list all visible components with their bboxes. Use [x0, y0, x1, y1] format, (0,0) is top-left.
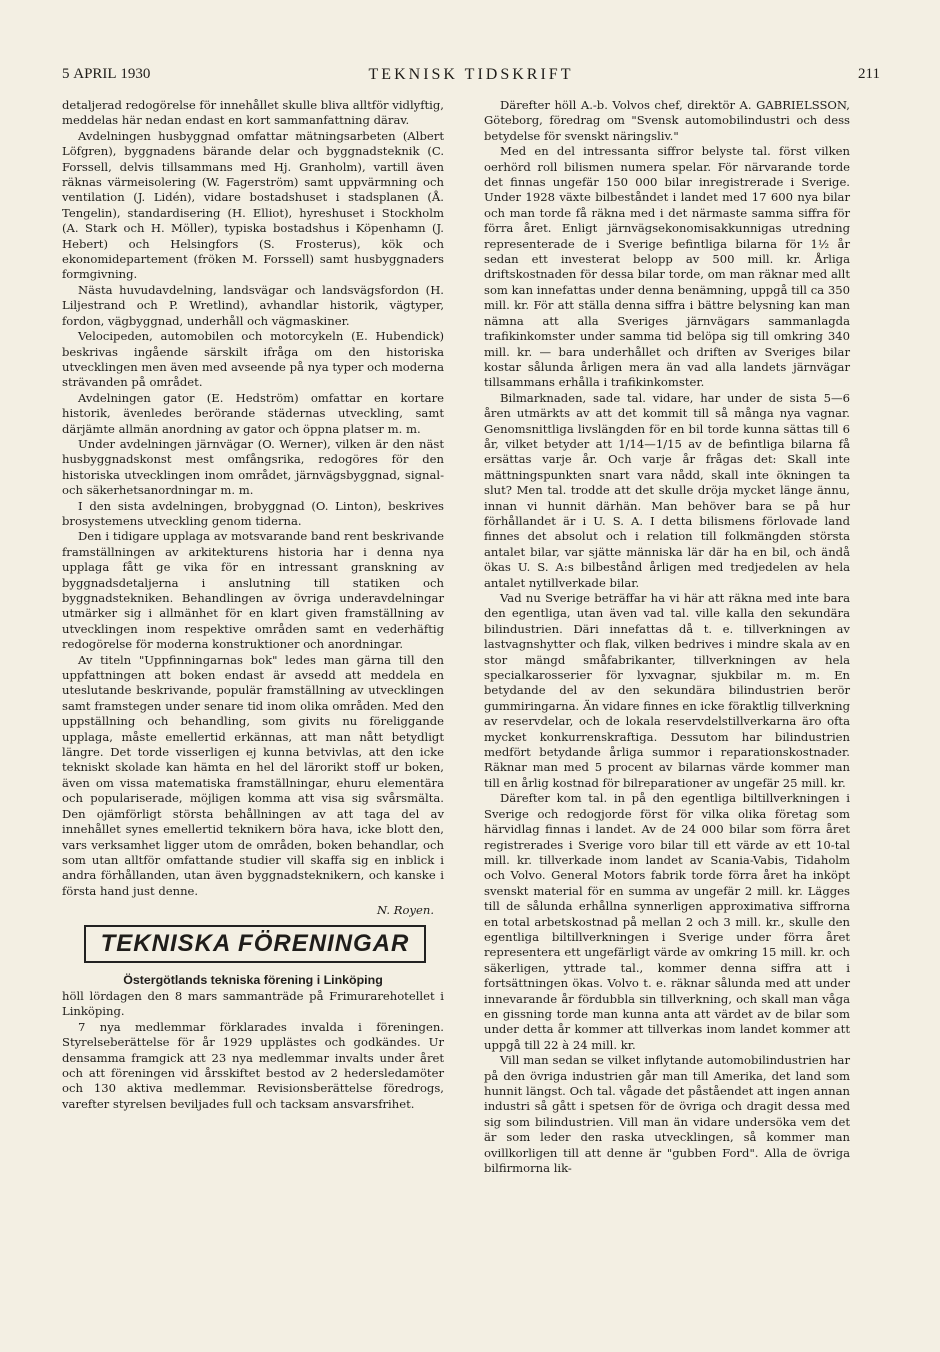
- page-number: 211: [858, 66, 880, 82]
- page-header: [62, 66, 880, 86]
- date-month: APRIL: [73, 66, 117, 82]
- paragraph: Av titeln "Uppfinningarnas bok" ledes man gärna till den uppfattningen att boken endast är avsedd att meddela en uteslutande beskrivande, populär framställning av utvecklingen samt framstegen under senare tid inom olika områden. Med den uppställning och behandling, som givits nu föreliggande upplaga, måste emellertid erkännas, att man nått betydligt längre. Det torde visserligen ej kunna betvivlas, att den icke tekniskt skolade kan hämta en hel del lärorikt stoff ur boken, även om vissa matematiska framställningar, ehuru elementära och populariserade, möjligen komma att visa sig svårsmälta. Den ojämförligt största behållningen av att taga del av innehållet synes emellertid teknikern böra hava, icke blott den, vars verksamhet ligger utom de områden, boken behandlar, och som utan alltför omfattande studier vill skaffa sig en inblick i andra förhållanden, utan även byggnadsteknikern, och kanske i första hand just denne.: [62, 652, 444, 898]
- paragraph: Velocipeden, automobilen och motorcykeln (E. Hubendick) beskrivas ingående särskilt ifråga om den historiska utvecklingen men även med avseende på nya typer och moderna strävanden på området.: [62, 329, 444, 390]
- journal-title: TEKNISK TIDSKRIFT: [368, 66, 574, 83]
- paragraph: Avdelningen husbyggnad omfattar mätningsarbeten (Albert Löfgren), byggnadens bärande delar och byggnadsteknik (C. Forssell, delvis tillsammans med Hj. Granholm), vartill även räknas värmeisolering (W. Fagerström) samt uppvärmning och ventilation (J. Lidén), vidare bostadshuset i stadsplanen (Å. Tengelin), standardisering (H. Elliot), hyreshuset i Stockholm (A. Stark och H. Möller), typiska bostadshus i Köpenhamn (J. Hebert) och Helsingfors (S. Frosterus), kök och ekonomidepartement (fröken M. Forssell) samt husbyggnaders formgivning.: [62, 128, 444, 282]
- paragraph: Den i tidigare upplaga av motsvarande band rent beskrivande framställningen av arkitekturens historia har i denna nya upplaga fått ge vika för en intressant granskning av byggnadsdetaljerna i anslutning till statiken och byggnadstekniken. Behandlingen av övriga underavdelningar utmärker sig i allmänhet för en klart given framställning av utvecklingen inom respektive områden samt en vederhäftig redogörelse för moderna konstruktioner och anordningar.: [62, 529, 444, 652]
- paragraph: Vill man sedan se vilket inflytande automobilindustrien har på den övriga industrien går man till Amerika, det land som hunnit längst. Och tal. vågade det påståendet att ingen annan industri så gått i spetsen för de övriga och dragit dessa med sig som bilindustrien. Vill man än vidare undersöka vem det är som leder den raska utvecklingen, så kommer man ovillkorligen till att denne är "gubben Ford". Alla de övriga bilfirmorna lik-: [484, 1053, 850, 1176]
- section-banner: TEKNISKA FÖRENINGAR: [84, 925, 426, 963]
- author-signature: N. Royen.: [376, 903, 434, 918]
- right-column: [484, 98, 850, 1176]
- paragraph: detaljerad redogörelse för innehållet skulle bliva alltför vidlyftig, meddelas här nedan endast en kort sammanfattning därav.: [62, 98, 444, 128]
- paragraph: Vad nu Sverige beträffar ha vi här att räkna med inte bara den egentliga, utan även vad tal. ville kalla den sekundära bilindustrien. Däri innefattas då t. e. tillverkningen av lastvagnshytter och flak, vilken bedrives i mindre skala av en stor mängd småfabrikanter, tillverkningen av hela specialkarosserier för lyxvagnar, sjukbilar m. m. En betydande del av den sekundära bilindustrien berör gummiringarna. Än vidare finnes en icke föraktlig tillverkning av reservdelar, och de lokala reservdelstillverkarna äro ofta mycket konkurrenskraftiga. Dessutom har bilindustrien medfört betydande årliga summor i reparationskostnader. Räknar man med 5 procent av bilarnas värde kommer man till en årlig kostnad för bilreparationer av ungefär 25 mill. kr.: [484, 591, 850, 790]
- paragraph: I den sista avdelningen, brobyggnad (O. Linton), beskrives brosystemens utveckling genom tiderna.: [62, 498, 444, 528]
- paragraph: Bilmarknaden, sade tal. vidare, har under de sista 5—6 åren utmärkts av att det kommit till så många nya vagnar. Genomsnittliga livslängden för en bil torde kunna sättas till 6 år, vilket betyder att 1/14—1/15 av de befintliga bilarna få ersättas varje år. Och varje år frågas det: Skall inte mättningspunkten snart vara nådd, skall inte ökningen ta slut? Men tal. trodde att det skulle dröja mycket länge ännu, innan vi hunnit därhän. Man behöver bara se på hur förhållandet är i U. S. A. I detta bilismens förlovade land finnes det absolut och i relation till folkmängden största antalet bilar, var sjätte människa lär där ha en bil, och ändå ökas U. S. A:s bilbestånd årligen med tredjedelen av hela antalet nytillverkade bilar.: [484, 390, 850, 590]
- left-column: [62, 98, 444, 1112]
- paragraph: Nästa huvudavdelning, landsvägar och landsvägsfordon (H. Liljestrand och P. Wretlind), avhandlar historik, vägtyper, fordon, vägbyggnad, underhåll och vägmaskiner.: [62, 282, 444, 328]
- paragraph: Under avdelningen järnvägar (O. Werner), vilken är den näst husbyggnadskonst mest omfångsrika, redogöres för den historiska utvecklingen inom området, järnvägsbyggnad, signal- och säkerhetsanordningar m. m.: [62, 436, 444, 498]
- paragraph: Avdelningen gator (E. Hedström) omfattar en kortare historik, ävenledes berörande städernas utveckling, samt därjämte allmän anordning av gator och öppna platser m. m.: [62, 390, 444, 436]
- society-heading: Östergötlands tekniska förening i Linköping: [123, 972, 383, 987]
- paragraph: Därefter kom tal. in på den egentliga biltillverkningen i Sverige och redogjorde först för vilka olika företag som härvidlag finnas i landet. Av de 24 000 bilar som förra året registrerades i Sverige voro bilar till ett värde av ett 10-tal mill. kr. tillverkade inom landet av Scania-Vabis, Tidaholm och Volvo. General Motors fabrik torde förra året ha inköpt svenskt material för en summa av ungefär 2 mill. kr. Lägges till de sålunda erhållna synnerligen approximativa siffrorna en total arbetskostnad på mellan 2 och 3 mill. kr., skulle den egentliga biltillverkningen i Sverige under förra året representera ett ungefärligt värde av omkring 15 mill. kr. och säkerligen, yttrade tal., kommer denna siffra att i fortsättningen ökas. Volvo t. e. räknar sålunda med att under innevarande år fördubbla sin tillverkning, och skall man våga en gissning torde man kunna anta att värdet av de bilar som under detta år kommer att tillverkas inom landet kommer att uppgå till 22 à 24 mill. kr.: [484, 791, 850, 1052]
- date-year: 1930: [120, 66, 151, 82]
- paragraph: Därefter höll A.-b. Volvos chef, direktör A. GABRIELSSON, Göteborg, föredrag om "Svensk automobilindustri och dess betydelse för svenskt näringsliv.": [484, 98, 850, 143]
- paragraph: Med en del intressanta siffror belyste tal. först vilken oerhörd roll bilismen numera spelar. För närvarande torde det finnas ungefär 150 000 bilar inregistrerade i Sverige. Under 1928 växte bilbeståndet i landet med 17 600 nya bilar och man torde få räkna med i det närmaste samma siffra för förra året. Enligt järnvägsekonomisakkunnigas utredning representerade de i Sverige befintliga bilarna för 1½ år sedan ett investerat belopp av 500 mill. kr. Årliga driftskostnaden för dessa bilar torde, om man räknar med allt som kan innefattas under denna benämning, uppgå till ca 350 mill. kr. För att ställa denna siffra i bättre belysning kan man nämna att alla Sveriges järnvägars sammanlagda trafikinkomster under samma tid belöpa sig till omkring 340 mill. kr. — bara underhållet och driften av Sveriges bilar kostar sålunda årligen mera än vad alla landets järnvägar tillsammans erhålla i trafikinkomster.: [484, 144, 850, 390]
- paragraph: 7 nya medlemmar förklarades invalda i föreningen. Styrelseberättelse för år 1929 upplästes och godkändes. Ur densamma framgick att 23 nya medlemmar invalts under året och att föreningen vid årsskiftet bestod av 2 hedersledamöter och 130 aktiva medlemmar. Revisionsberättelse föredrogs, varefter styrelsen beviljades full och tacksam ansvarsfrihet.: [62, 1019, 444, 1111]
- paragraph: höll lördagen den 8 mars sammanträde på Frimurarehotellet i Linköping.: [62, 988, 444, 1019]
- date-day: 5: [62, 66, 70, 82]
